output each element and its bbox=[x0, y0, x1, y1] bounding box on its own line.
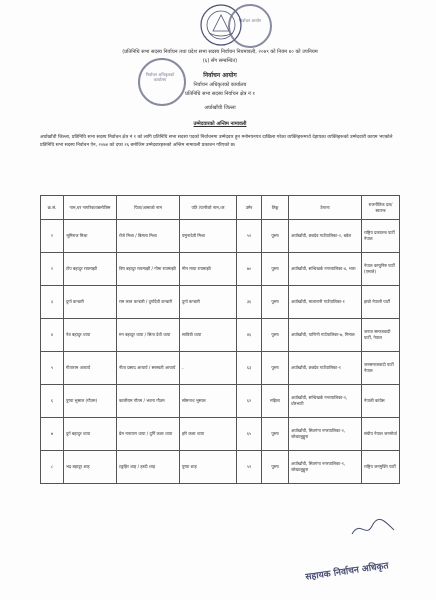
candidate-table bbox=[40, 195, 400, 484]
cell-address: अर्घाखाँची, सन्धिखर्क नगरपालिका-१, धोरभाटी bbox=[289, 385, 362, 418]
cell-gender: पुरुष bbox=[262, 352, 289, 385]
cell-parents: मन बहादुर थापा / सिता देवी थापा bbox=[117, 319, 180, 352]
cell-serial: ४ bbox=[41, 319, 64, 352]
cell-spouse: - bbox=[180, 352, 237, 385]
cell-spouse: यमुनादेवी मिश्रा bbox=[180, 220, 237, 253]
cell-name: नेत्र बहादुर थापा bbox=[64, 319, 117, 352]
cell-gender: पुरुष bbox=[262, 286, 289, 319]
cell-gender: पुरुष bbox=[262, 253, 289, 286]
cell-name: गीताराम आचार्य bbox=[64, 352, 117, 385]
cell-serial: ६ bbox=[41, 385, 64, 418]
cell-age: ३६ bbox=[237, 286, 262, 319]
cell-age: ७० bbox=[237, 253, 262, 286]
col-party: राजनीतिक दल/स्वतन्त्र bbox=[362, 196, 400, 220]
office-title: निर्वाचन आयोग bbox=[203, 72, 237, 79]
cell-serial: ३ bbox=[41, 286, 64, 319]
cell-party: जनसमाजवादी पार्टी नेपाल bbox=[362, 352, 400, 385]
cell-party: नेपाल कम्युनिष्ट पार्टी (एमाले) bbox=[362, 253, 400, 286]
cell-address: अर्घाखाँची, छत्रदेव गाउँपालिका-१ bbox=[289, 352, 362, 385]
cell-parents: प्रेम नारायण थापा / दुर्गि कला थापा bbox=[117, 418, 180, 451]
col-gender: लिङ्ग bbox=[262, 196, 289, 220]
table-row bbox=[41, 286, 400, 319]
table-row bbox=[41, 220, 400, 253]
cell-parents: राम लाल कन्डारी / दुर्गादेवी कन्डारी bbox=[117, 286, 180, 319]
cell-name: दुर्ग बहादुर थापा bbox=[64, 418, 117, 451]
district: अर्घाखाँची जिल्ला bbox=[204, 105, 236, 111]
cell-party: नेपाली कांग्रेस bbox=[362, 385, 400, 418]
round-stamp: निर्वाचन आयोग bbox=[228, 4, 272, 48]
cell-gender: पुरुष bbox=[262, 451, 289, 484]
cell-party: जनता समाजवादी पार्टी, नेपाल bbox=[362, 319, 400, 352]
cell-name: टोप बहादुर रायमाझी bbox=[64, 253, 117, 286]
cell-party: संघीय नेपाल जनमोर्चा bbox=[362, 418, 400, 451]
cell-gender: पुरुष bbox=[262, 319, 289, 352]
cell-serial: २ bbox=[41, 253, 64, 286]
cell-parents: रोजे मिश्रा / बिमला मिश्रा bbox=[117, 220, 180, 253]
cell-gender: पुरुष bbox=[262, 418, 289, 451]
cell-age: ६३ bbox=[237, 352, 262, 385]
cell-serial: ८ bbox=[41, 451, 64, 484]
cell-name: पुष्पा भुसाल (गौतम) bbox=[64, 385, 117, 418]
office-subtitle: निर्वाचन अधिकृतको कार्यालय bbox=[193, 82, 247, 88]
cell-spouse: दुर्गा कन्डारी bbox=[180, 286, 237, 319]
cell-serial: १ bbox=[41, 220, 64, 253]
col-age: उमेर bbox=[237, 196, 262, 220]
cell-name: भूमिराज मिश्रा bbox=[64, 220, 117, 253]
cell-party: राष्ट्रिय प्रजातन्त्र पार्टी नेपाल bbox=[362, 220, 400, 253]
cell-address: अर्घाखाँची, मालारानी गाउँपालिका-१ bbox=[289, 286, 362, 319]
table-row bbox=[41, 352, 400, 385]
rule-reference-suffix: (६) सँग सम्बन्धित) bbox=[202, 58, 238, 64]
cell-parents: नीता प्रसाद आचार्य / सरस्वती आचार्य bbox=[117, 352, 180, 385]
cell-age: ४६ bbox=[237, 319, 262, 352]
cell-gender: महिला bbox=[262, 385, 289, 418]
cell-serial: ५ bbox=[41, 352, 64, 385]
table-row bbox=[41, 418, 400, 451]
rule-reference: (प्रतिनिधि सभा सदस्य निर्वाचन तथा प्रदेश सभा सदस्य निर्वाचन नियमावली, २०७९ को नियम ४० को उपनियम bbox=[122, 49, 318, 55]
cell-parents: कालीराम गौतम / भवना गौतम bbox=[117, 385, 180, 418]
cell-name: दुर्गा कन्डारी bbox=[64, 286, 117, 319]
col-address: ठेगाना bbox=[289, 196, 362, 220]
office-stamp: निर्वाचन अधिकृतको कार्यालय bbox=[138, 58, 186, 106]
table-row bbox=[41, 319, 400, 352]
col-parents: पिता/आमाको नाम bbox=[117, 196, 180, 220]
document-title: उम्मेदवारको अन्तिम नामावली bbox=[193, 121, 247, 127]
cell-party: हाम्रो नेपाली पार्टी bbox=[362, 286, 400, 319]
cell-parents: विष बहादुर रायमाझी / गोमा रायमाझी bbox=[117, 253, 180, 286]
table-row bbox=[41, 385, 400, 418]
col-spouse: पति /पत्नीको नाम,थर bbox=[180, 196, 237, 220]
cell-name: भद्र बहादुर शाह bbox=[64, 451, 117, 484]
official-stamp: सहायक निर्वाचन अधिकृत bbox=[304, 561, 390, 583]
cell-address: अर्घाखाँची, सितगंगा नगरपालिका-१, जोखाजुङ्गुरा bbox=[289, 451, 362, 484]
cell-spouse: पुष्पा शाह bbox=[180, 451, 237, 484]
cell-age: ५२ bbox=[237, 451, 262, 484]
cell-parents: टङ्कहिर शाह / हरदी शाह bbox=[117, 451, 180, 484]
cell-spouse: सोमनाथ भुसाल bbox=[180, 385, 237, 418]
cell-address: अर्घाखाँची, सन्धिखर्क नगरपालिका-४, भारा bbox=[289, 253, 362, 286]
constituency: प्रतिनिधि सभा सदस्य निर्वाचन क्षेत्र नं १ bbox=[185, 91, 255, 97]
cell-age: ६५ bbox=[237, 418, 262, 451]
cell-address: अर्घाखाँची, पाणिनी गाउँपालिका-७, गिमाल bbox=[289, 319, 362, 352]
cell-address: अर्घाखाँची, सितगंगा नगरपालिका-२, जोखाजुङ्गुरा bbox=[289, 418, 362, 451]
intro-paragraph: अर्घाखाँची जिल्ला, प्रतिनिधि सभा सदस्य निर्वाचन क्षेत्र नं १ को लागि प्रतिनिधि सभा सदस्य पदको निर्वाचनमा उम्मेदवार हुन मनोनयनपत्र दाखिला गरेका व्यक्तिहरूमध्ये देहायका व्यक्तिहरूको उम्मेदवारी कायम भएकोले प्रतिनिधि सभा सदस्य निर्वाचन ऐन, २०७४ को दफा २६ बमोजिम उम्मेदवारहरूको अन्तिम नामावली प्रकाशन गरिएको छ। bbox=[40, 135, 393, 148]
table-header-row bbox=[41, 196, 400, 220]
signature bbox=[348, 516, 400, 540]
cell-serial: ७ bbox=[41, 418, 64, 451]
cell-age: ६२ bbox=[237, 385, 262, 418]
col-name: नाम,थर नागरिकताबमोजिम bbox=[64, 196, 117, 220]
cell-gender: पुरुष bbox=[262, 220, 289, 253]
cell-party: राष्ट्रिय जनमुक्ति पार्टी bbox=[362, 451, 400, 484]
cell-spouse: हरि कला थापा bbox=[180, 418, 237, 451]
col-serial: क्र.सं. bbox=[41, 196, 64, 220]
table-row bbox=[41, 451, 400, 484]
cell-spouse: सावित्री थापा bbox=[180, 319, 237, 352]
table-row bbox=[41, 253, 400, 286]
cell-spouse: मीन माया रायमाझी bbox=[180, 253, 237, 286]
cell-age: ५२ bbox=[237, 220, 262, 253]
cell-address: अर्घाखाँची, छत्रदेव गाउँपालिका-२, बडेल bbox=[289, 220, 362, 253]
